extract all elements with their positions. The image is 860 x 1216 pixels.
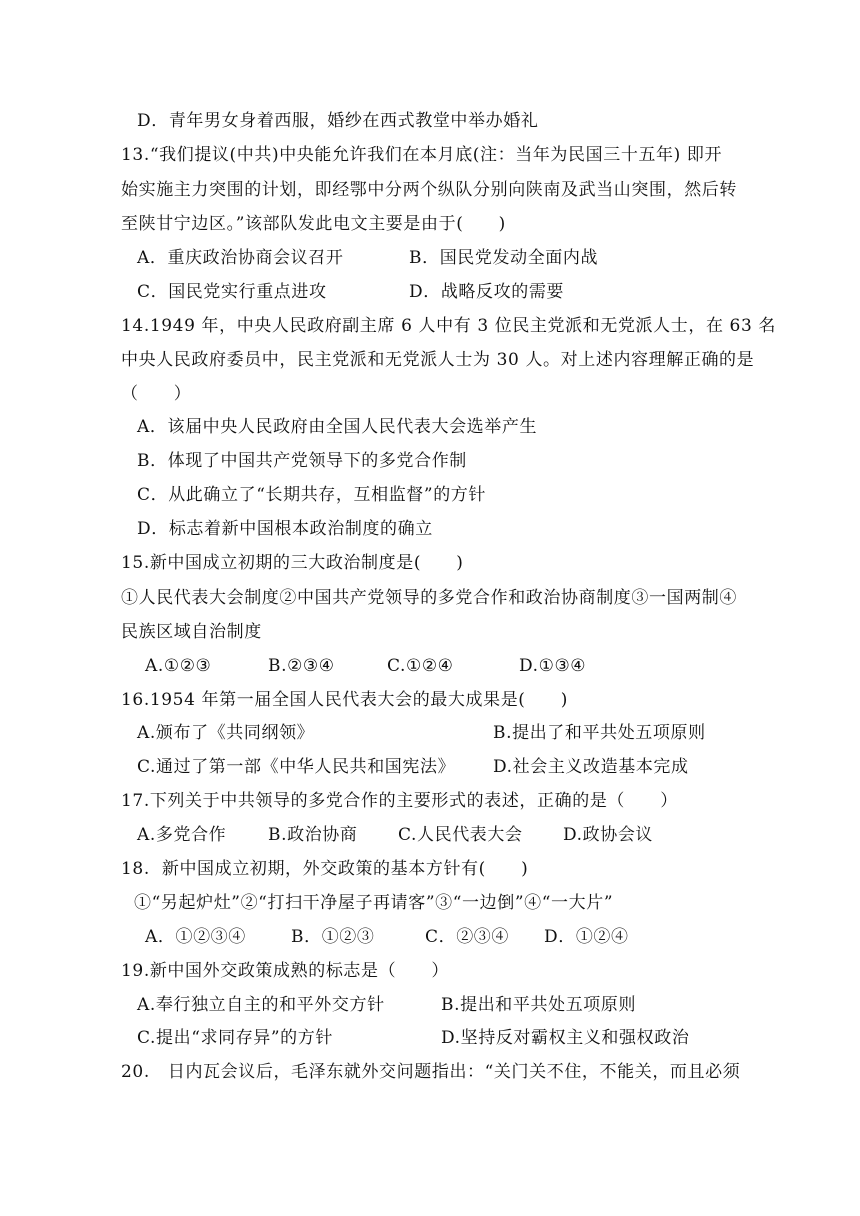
q15-option-c: C.①②④ — [387, 656, 454, 676]
q19-option-d: D.坚持反对霸权主义和强权政治 — [441, 1028, 690, 1048]
q17-option-b: B.政治协商 — [268, 825, 358, 845]
q19-stem: 19.新中国外交政策成熟的标志是（ ） — [121, 961, 450, 981]
q15-stem-line-3: 民族区域自治制度 — [121, 622, 262, 642]
q14-option-a: A．该届中央人民政府由全国人民代表大会选举产生 — [137, 417, 538, 437]
q13-stem-line-2: 始实施主力突围的计划，即经鄂中分两个纵队分别向陕南及武当山突围，然后转 — [121, 180, 737, 200]
q17-option-c: C.人民代表大会 — [398, 825, 523, 845]
q17-option-a: A.多党合作 — [137, 825, 227, 845]
q15-option-a: A.①②③ — [145, 656, 212, 676]
q14-stem-line-2: 中央人民政府委员中，民主党派和无党派人士为 30 人。对上述内容理解正确的是 — [121, 350, 755, 370]
q15-option-d: D.①③④ — [519, 656, 587, 676]
q14-option-c: C．从此确立了“长期共存，互相监督”的方针 — [137, 485, 486, 505]
q16-option-d: D.社会主义改造基本完成 — [493, 757, 689, 777]
q19-option-c: C.提出“求同存异”的方针 — [137, 1028, 333, 1048]
q15-stem-line-1: 15.新中国成立初期的三大政治制度是( ) — [121, 553, 464, 573]
q14-stem-line-1: 14.1949 年，中央人民政府副主席 6 人中有 3 位民主党派和无党派人士，在 63 名 — [121, 316, 776, 336]
q18-stem: 18. 新中国成立初期，外交政策的基本方针有( ) — [121, 859, 529, 879]
q16-option-b: B.提出了和平共处五项原则 — [493, 723, 706, 743]
q20-stem-line-1: 20. 日内瓦会议后，毛泽东就外交问题指出：“关门关不住，不能关，而且必须 — [121, 1062, 741, 1082]
q12-option-d: D．青年男女身着西服，婚纱在西式教堂中举办婚礼 — [137, 111, 539, 131]
q13-option-d: D．战略反攻的需要 — [409, 282, 565, 302]
q18-option-c: C．②③④ — [425, 927, 510, 947]
q19-option-a: A.奉行独立自主的和平外交方针 — [137, 995, 385, 1015]
q16-stem: 16.1954 年第一届全国人民代表大会的最大成果是( ) — [121, 690, 568, 710]
q17-stem: 17.下列关于中共领导的多党合作的主要形式的表述，正确的是（ ） — [121, 791, 678, 811]
q18-option-d: D．①②④ — [544, 927, 629, 947]
q13-option-b: B．国民党发动全面内战 — [409, 248, 599, 268]
q18-option-a: A．①②③④ — [145, 927, 246, 947]
q16-option-c: C.通过了第一部《中华人民共和国宪法》 — [137, 757, 456, 777]
q15-stem-line-2: ①人民代表大会制度②中国共产党领导的多党合作和政治协商制度③一国两制④ — [121, 588, 737, 608]
q19-option-b: B.提出和平共处五项原则 — [441, 995, 637, 1015]
q13-stem-line-3: 至陕甘宁边区。”该部队发此电文主要是由于( ) — [121, 214, 506, 234]
q14-option-d: D．标志着新中国根本政治制度的确立 — [137, 519, 433, 539]
q16-option-a: A.颁布了《共同纲领》 — [137, 723, 315, 743]
q13-option-c: C．国民党实行重点进攻 — [137, 282, 327, 302]
q15-option-b: B.②③④ — [268, 656, 335, 676]
q14-stem-line-3: （ ） — [121, 384, 192, 404]
q13-stem-line-1: 13.“我们提议(中共)中央能允许我们在本月底(注：当年为民国三十五年) 即开 — [121, 145, 723, 165]
q17-option-d: D.政协会议 — [563, 825, 654, 845]
q18-items: ①“另起炉灶”②“打扫干净屋子再请客”③“一边倒”④“一大片” — [134, 893, 614, 913]
q18-option-b: B．①②③ — [291, 927, 375, 947]
q13-option-a: A．重庆政治协商会议召开 — [137, 248, 344, 268]
q14-option-b: B．体现了中国共产党领导下的多党合作制 — [137, 451, 467, 471]
